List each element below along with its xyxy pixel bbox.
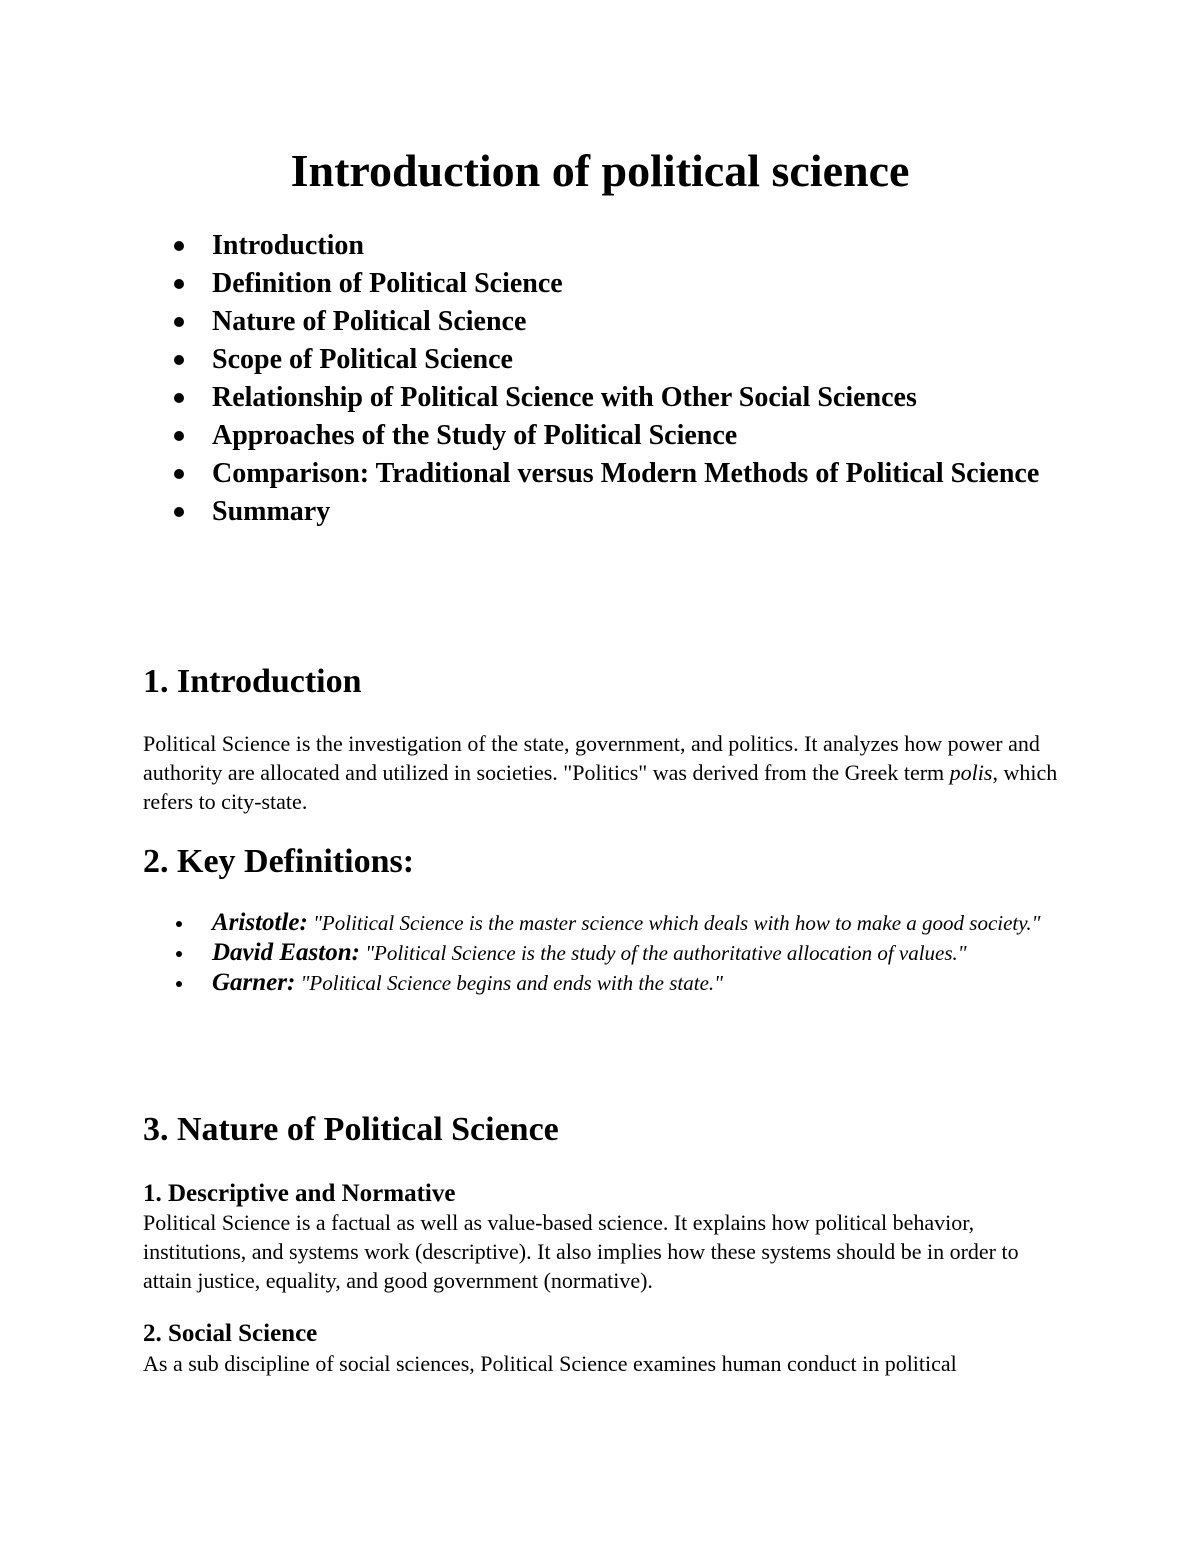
contents-item: Relationship of Political Science with Other Social Sciences [170,379,1050,417]
definition-item [170,968,1070,998]
definitions-list [170,908,1070,998]
contents-item: Scope of Political Science [170,341,1050,379]
contents-item: Summary [170,493,1050,531]
social-science-paragraph: As a sub discipline of social sciences, Political Science examines human conduct in political [143,1351,957,1376]
definition-author: Aristotle: [212,909,308,936]
section-heading-nature: 3. Nature of Political Science [143,1111,559,1148]
definition-author: David Easton: [212,939,360,966]
subsection-heading-social-science: 2. Social Science [143,1320,318,1347]
contents-item: Approaches of the Study of Political Science [170,417,1050,455]
polis-term: polis [949,760,993,785]
contents-item: Definition of Political Science [170,265,1050,303]
section-heading-introduction: 1. Introduction [143,663,362,700]
subsection-heading-descriptive: 1. Descriptive and Normative [143,1180,456,1207]
descriptive-paragraph: Political Science is a factual as well as value-based science. It explains how political behavior, institutions, and systems work (descriptive). It also implies how these systems should be in order to attain justice, equality, and good government (normative). [143,1210,1019,1293]
contents-list [170,227,1050,531]
definition-item [170,938,1070,968]
introduction-text: Political Science is the investigation of the state, government, and politics. It analyzes how power and authority are allocated and utilized in societies. "Politics" was derived from the Greek term [143,731,1040,785]
introduction-text-end: , which refers to city-state. [143,760,1058,814]
introduction-paragraph [143,729,1063,816]
contents-item: Comparison: Traditional versus Modern Methods of Political Science [170,455,1042,493]
contents-item: Nature of Political Science [170,303,1050,341]
contents-item: Introduction [170,227,1050,265]
definition-quote: "Political Science is the study of the authoritative allocation of values." [365,941,967,965]
definition-item [170,908,1070,938]
definition-author: Garner: [212,969,296,996]
definition-quote: "Political Science begins and ends with the state." [300,971,723,995]
definition-quote: "Political Science is the master science which deals with how to make a good society." [313,911,1041,935]
section-heading-key-definitions: 2. Key Definitions: [143,843,415,880]
document-title: Introduction of political science [290,145,910,196]
